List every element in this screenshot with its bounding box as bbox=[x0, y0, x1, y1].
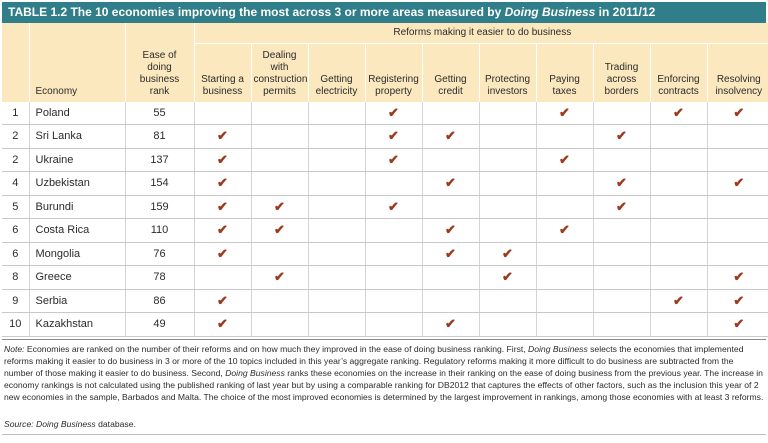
check-mark-icon: ✔ bbox=[422, 172, 479, 196]
reform-header-line: contracts bbox=[658, 85, 699, 97]
table-row bbox=[2, 102, 768, 125]
note-part1: Economies are ranked on the number of their reforms and on how much they improved in the ease of doing business ranking. First, bbox=[24, 344, 529, 354]
check-mark-icon: ✔ bbox=[251, 195, 308, 219]
reforms-table bbox=[2, 23, 768, 337]
empty-cell bbox=[593, 148, 650, 172]
reform-header-line: business bbox=[202, 85, 243, 97]
empty-cell bbox=[308, 266, 365, 290]
empty-cell bbox=[650, 266, 707, 290]
row-rank: 76 bbox=[125, 242, 194, 266]
header-reform-column bbox=[593, 44, 650, 102]
header-reform-column bbox=[707, 44, 768, 102]
table-row bbox=[2, 148, 768, 172]
rank-header-line: Ease of bbox=[142, 49, 177, 61]
check-mark-icon: ✔ bbox=[650, 289, 707, 313]
reform-header-line: investors bbox=[487, 85, 528, 97]
check-mark-icon: ✔ bbox=[365, 195, 422, 219]
empty-cell bbox=[593, 242, 650, 266]
empty-cell bbox=[308, 148, 365, 172]
check-mark-icon: ✔ bbox=[365, 102, 422, 125]
note-db1: Doing Business bbox=[528, 344, 588, 354]
table-row bbox=[2, 266, 768, 290]
check-mark-icon: ✔ bbox=[194, 313, 251, 337]
empty-cell bbox=[479, 172, 536, 196]
table-row bbox=[2, 242, 768, 266]
empty-cell bbox=[479, 289, 536, 313]
empty-cell bbox=[707, 125, 768, 149]
note-db2: Doing Business bbox=[225, 368, 285, 378]
empty-cell bbox=[707, 195, 768, 219]
empty-cell bbox=[650, 195, 707, 219]
row-number: 9 bbox=[2, 289, 29, 313]
empty-cell bbox=[593, 266, 650, 290]
check-mark-icon: ✔ bbox=[422, 125, 479, 149]
reform-header-line: Paying bbox=[549, 73, 580, 85]
table-row bbox=[2, 289, 768, 313]
row-number: 10 bbox=[2, 313, 29, 337]
reform-header-line: insolvency bbox=[715, 85, 763, 97]
empty-cell bbox=[251, 172, 308, 196]
rank-header-line: doing bbox=[147, 61, 172, 73]
empty-cell bbox=[308, 219, 365, 243]
empty-cell bbox=[536, 195, 593, 219]
empty-cell bbox=[194, 266, 251, 290]
header-reform-column bbox=[536, 44, 593, 102]
header-reforms: Reforms making it easier to do business bbox=[194, 23, 768, 44]
empty-cell bbox=[593, 219, 650, 243]
empty-cell bbox=[308, 313, 365, 337]
empty-cell bbox=[536, 242, 593, 266]
empty-cell bbox=[479, 125, 536, 149]
check-mark-icon: ✔ bbox=[194, 125, 251, 149]
row-rank: 159 bbox=[125, 195, 194, 219]
check-mark-icon: ✔ bbox=[593, 172, 650, 196]
empty-cell bbox=[308, 195, 365, 219]
header-num bbox=[2, 23, 29, 102]
check-mark-icon: ✔ bbox=[422, 313, 479, 337]
table-row bbox=[2, 125, 768, 149]
empty-cell bbox=[593, 102, 650, 125]
reform-header-line: credit bbox=[438, 85, 463, 97]
empty-cell bbox=[479, 219, 536, 243]
empty-cell bbox=[479, 195, 536, 219]
row-rank: 137 bbox=[125, 148, 194, 172]
empty-cell bbox=[650, 148, 707, 172]
empty-cell bbox=[650, 172, 707, 196]
row-economy: Burundi bbox=[29, 195, 125, 219]
empty-cell bbox=[536, 172, 593, 196]
title-suffix: in 2011/12 bbox=[595, 5, 656, 19]
header-reform-column bbox=[422, 44, 479, 102]
empty-cell bbox=[536, 313, 593, 337]
table-source bbox=[4, 419, 136, 429]
empty-cell bbox=[251, 313, 308, 337]
source-label: Source: bbox=[4, 419, 37, 429]
empty-cell bbox=[479, 148, 536, 172]
empty-cell bbox=[593, 289, 650, 313]
rank-header-line: rank bbox=[149, 85, 170, 97]
empty-cell bbox=[308, 102, 365, 125]
row-economy: Mongolia bbox=[29, 242, 125, 266]
row-rank: 81 bbox=[125, 125, 194, 149]
row-number: 6 bbox=[2, 219, 29, 243]
check-mark-icon: ✔ bbox=[194, 242, 251, 266]
empty-cell bbox=[479, 102, 536, 125]
empty-cell bbox=[422, 148, 479, 172]
table-row bbox=[2, 313, 768, 337]
table-row bbox=[2, 195, 768, 219]
table-title bbox=[2, 2, 766, 23]
reform-header-line: with bbox=[270, 61, 289, 73]
header-reform-column bbox=[365, 44, 422, 102]
reform-header-line: Enforcing bbox=[657, 73, 700, 85]
check-mark-icon: ✔ bbox=[536, 219, 593, 243]
row-number: 6 bbox=[2, 242, 29, 266]
row-rank: 78 bbox=[125, 266, 194, 290]
check-mark-icon: ✔ bbox=[707, 102, 768, 125]
check-mark-icon: ✔ bbox=[365, 148, 422, 172]
check-mark-icon: ✔ bbox=[650, 102, 707, 125]
reform-header-line: taxes bbox=[552, 85, 577, 97]
empty-cell bbox=[365, 266, 422, 290]
check-mark-icon: ✔ bbox=[707, 266, 768, 290]
row-number: 1 bbox=[2, 102, 29, 125]
divider bbox=[2, 339, 766, 340]
empty-cell bbox=[308, 289, 365, 313]
reform-header-line: borders bbox=[604, 85, 639, 97]
empty-cell bbox=[251, 148, 308, 172]
empty-cell bbox=[365, 289, 422, 313]
row-economy: Serbia bbox=[29, 289, 125, 313]
reform-header-line: construction bbox=[253, 73, 308, 85]
empty-cell bbox=[308, 172, 365, 196]
empty-cell bbox=[536, 289, 593, 313]
empty-cell bbox=[365, 219, 422, 243]
table-body bbox=[2, 102, 768, 337]
check-mark-icon: ✔ bbox=[194, 219, 251, 243]
row-economy: Sri Lanka bbox=[29, 125, 125, 149]
reform-header-line: Registering bbox=[368, 73, 419, 85]
reform-header-line: permits bbox=[263, 85, 296, 97]
table-row bbox=[2, 219, 768, 243]
row-rank: 86 bbox=[125, 289, 194, 313]
reform-header-line: Getting bbox=[434, 73, 467, 85]
title-italic: Doing Business bbox=[504, 5, 596, 19]
row-economy: Kazakhstan bbox=[29, 313, 125, 337]
check-mark-icon: ✔ bbox=[251, 219, 308, 243]
empty-cell bbox=[365, 242, 422, 266]
empty-cell bbox=[422, 102, 479, 125]
check-mark-icon: ✔ bbox=[422, 242, 479, 266]
table-note bbox=[4, 343, 764, 403]
row-economy: Ukraine bbox=[29, 148, 125, 172]
row-number: 4 bbox=[2, 172, 29, 196]
check-mark-icon: ✔ bbox=[194, 148, 251, 172]
check-mark-icon: ✔ bbox=[251, 266, 308, 290]
reform-header-line: Protecting bbox=[484, 73, 531, 85]
empty-cell bbox=[308, 242, 365, 266]
reform-header-line: Starting a bbox=[201, 73, 244, 85]
bottom-divider bbox=[2, 434, 766, 435]
empty-cell bbox=[251, 289, 308, 313]
note-part2: selects the economies that implemented reforms making it easier to do business in 3 or more of the 10 topics included in this year’s aggregate ranking. Regulatory reforms making it more difficult to do business are subtracted from the number of those making it easier to do business. Second, bbox=[4, 344, 744, 378]
empty-cell bbox=[422, 195, 479, 219]
source-italic: Doing Business bbox=[36, 419, 96, 429]
empty-cell bbox=[650, 242, 707, 266]
row-economy: Poland bbox=[29, 102, 125, 125]
check-mark-icon: ✔ bbox=[593, 125, 650, 149]
reform-header-line: Resolving bbox=[716, 73, 761, 85]
check-mark-icon: ✔ bbox=[479, 266, 536, 290]
empty-cell bbox=[251, 242, 308, 266]
empty-cell bbox=[365, 313, 422, 337]
check-mark-icon: ✔ bbox=[194, 195, 251, 219]
empty-cell bbox=[479, 313, 536, 337]
empty-cell bbox=[650, 125, 707, 149]
check-mark-icon: ✔ bbox=[194, 289, 251, 313]
row-rank: 55 bbox=[125, 102, 194, 125]
rank-header-line: business bbox=[139, 73, 180, 85]
check-mark-icon: ✔ bbox=[365, 125, 422, 149]
row-rank: 154 bbox=[125, 172, 194, 196]
empty-cell bbox=[194, 102, 251, 125]
header-reform-column bbox=[479, 44, 536, 102]
note-part3: ranks these economies on the increase in their ranking on the ease of doing business from the previous year. The increase in economy rankings is not calculated using the published ranking of last year but by using a comparable ranking for DB2012 that captures the effects of other factors, such as the inclusion this year of 2 new economies in the sample, Barbados and Malta. The choice of the most improved economies is determined by the largest improvement in rankings, among those economies with at least 3 reforms. bbox=[4, 368, 764, 402]
row-number: 2 bbox=[2, 148, 29, 172]
row-number: 2 bbox=[2, 125, 29, 149]
header-economy: Economy bbox=[29, 23, 125, 102]
source-suffix: database. bbox=[95, 419, 136, 429]
header-reform-column bbox=[308, 44, 365, 102]
header-reform-column bbox=[194, 44, 251, 102]
reform-header-line: across bbox=[606, 73, 637, 85]
check-mark-icon: ✔ bbox=[536, 102, 593, 125]
header-rank bbox=[125, 23, 194, 102]
check-mark-icon: ✔ bbox=[707, 289, 768, 313]
reform-header-line: electricity bbox=[315, 85, 358, 97]
reform-header-line: Dealing bbox=[262, 49, 297, 61]
header-reform-column bbox=[650, 44, 707, 102]
empty-cell bbox=[536, 266, 593, 290]
note-label: Note: bbox=[4, 344, 25, 354]
row-economy: Greece bbox=[29, 266, 125, 290]
header-reform-column bbox=[251, 44, 308, 102]
row-rank: 49 bbox=[125, 313, 194, 337]
empty-cell bbox=[365, 172, 422, 196]
check-mark-icon: ✔ bbox=[194, 172, 251, 196]
empty-cell bbox=[593, 313, 650, 337]
check-mark-icon: ✔ bbox=[707, 172, 768, 196]
row-number: 5 bbox=[2, 195, 29, 219]
empty-cell bbox=[707, 219, 768, 243]
row-economy: Costa Rica bbox=[29, 219, 125, 243]
header-row-top bbox=[2, 23, 768, 44]
reform-header-line: Getting bbox=[320, 73, 353, 85]
row-number: 8 bbox=[2, 266, 29, 290]
row-economy: Uzbekistan bbox=[29, 172, 125, 196]
empty-cell bbox=[650, 219, 707, 243]
empty-cell bbox=[251, 125, 308, 149]
table-row bbox=[2, 172, 768, 196]
check-mark-icon: ✔ bbox=[536, 148, 593, 172]
empty-cell bbox=[536, 125, 593, 149]
check-mark-icon: ✔ bbox=[707, 313, 768, 337]
empty-cell bbox=[422, 289, 479, 313]
title-prefix: TABLE 1.2 The 10 economies improving the most across 3 or more areas measured by bbox=[8, 5, 505, 19]
row-rank: 110 bbox=[125, 219, 194, 243]
check-mark-icon: ✔ bbox=[593, 195, 650, 219]
empty-cell bbox=[650, 313, 707, 337]
empty-cell bbox=[422, 266, 479, 290]
check-mark-icon: ✔ bbox=[479, 242, 536, 266]
reform-header-line: Trading bbox=[604, 61, 639, 73]
empty-cell bbox=[251, 102, 308, 125]
check-mark-icon: ✔ bbox=[422, 219, 479, 243]
empty-cell bbox=[308, 125, 365, 149]
empty-cell bbox=[707, 148, 768, 172]
reform-header-line: property bbox=[375, 85, 412, 97]
empty-cell bbox=[707, 242, 768, 266]
